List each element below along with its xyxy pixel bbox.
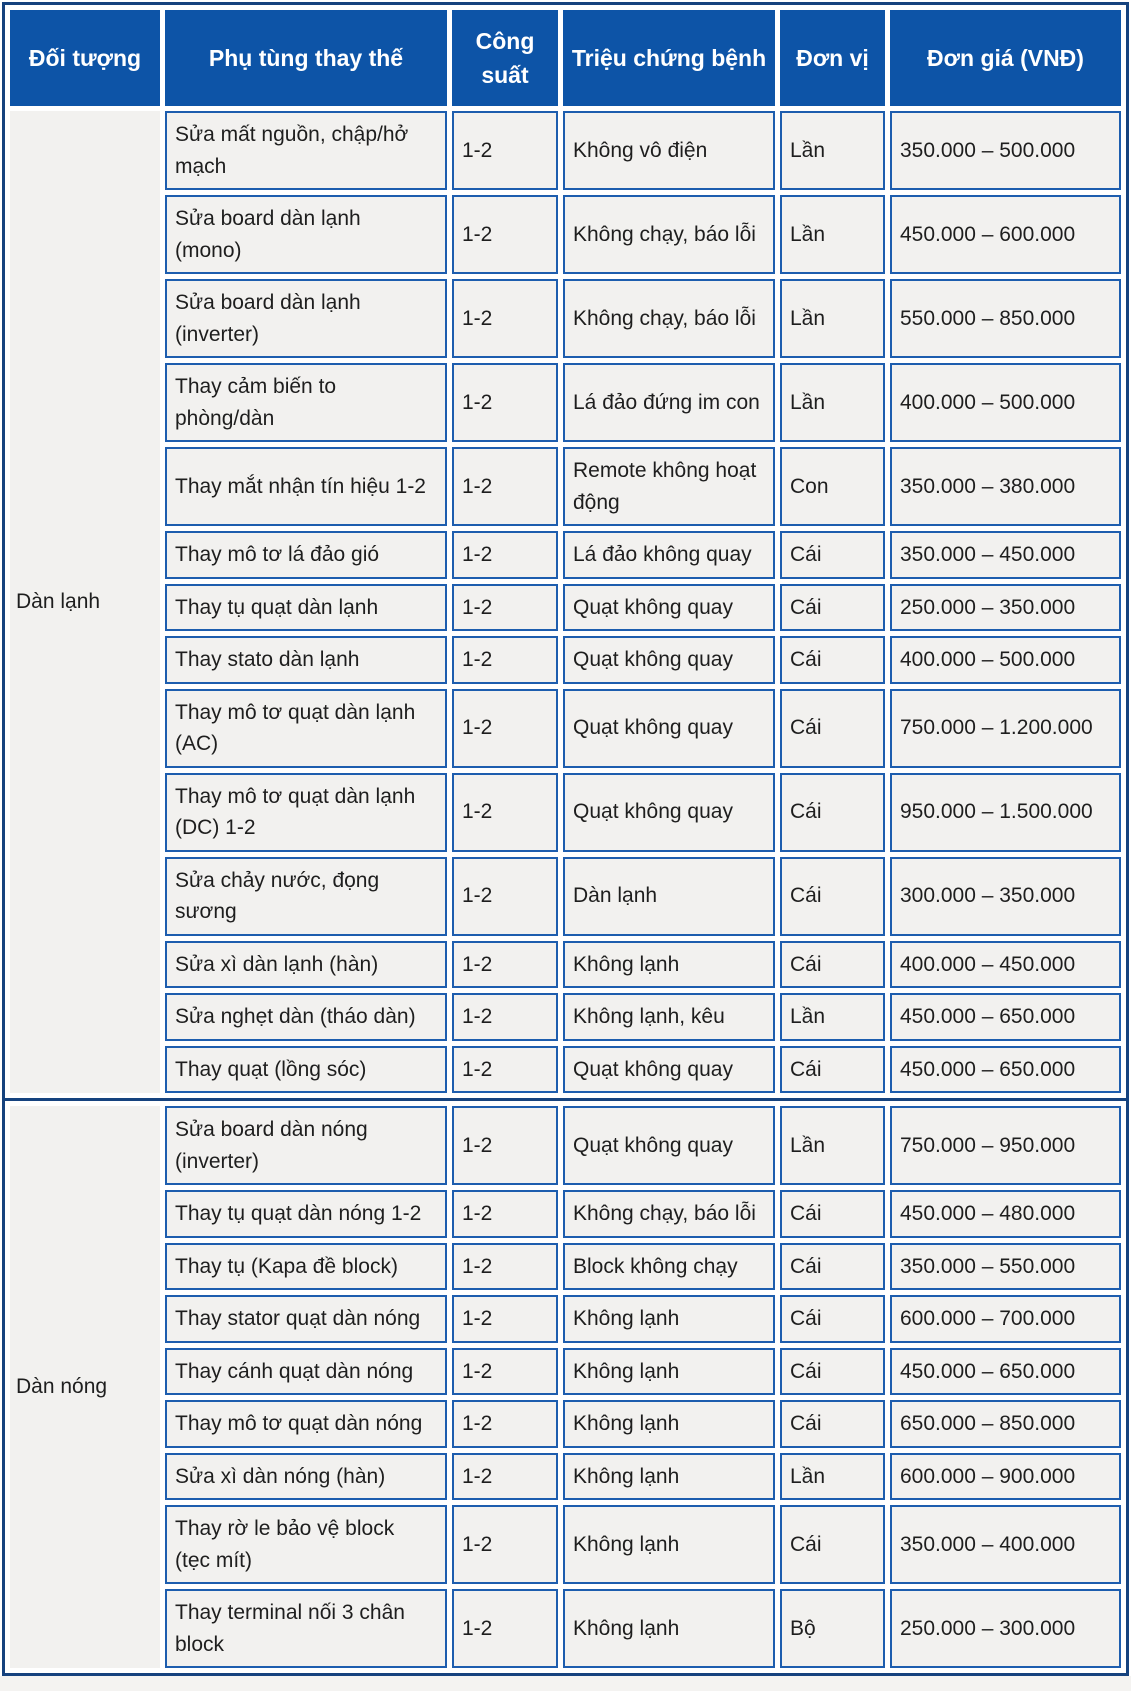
table-row bbox=[10, 363, 1121, 442]
capacity-cell: 1-2 bbox=[452, 363, 558, 442]
unit-cell: Cái bbox=[780, 1190, 885, 1238]
symptom-cell: Không lạnh, kêu bbox=[563, 993, 775, 1041]
price-cell: 250.000 – 350.000 bbox=[890, 584, 1121, 632]
unit-cell: Lần bbox=[780, 1106, 885, 1185]
price-cell: 450.000 – 650.000 bbox=[890, 1348, 1121, 1396]
capacity-cell: 1-2 bbox=[452, 993, 558, 1041]
part-cell: Sửa xì dàn nóng (hàn) bbox=[165, 1453, 447, 1501]
symptom-cell: Quạt không quay bbox=[563, 689, 775, 768]
symptom-cell: Không lạnh bbox=[563, 1348, 775, 1396]
capacity-cell: 1-2 bbox=[452, 1295, 558, 1343]
capacity-cell: 1-2 bbox=[452, 941, 558, 989]
capacity-cell: 1-2 bbox=[452, 1589, 558, 1668]
capacity-cell: 1-2 bbox=[452, 1400, 558, 1448]
price-cell: 350.000 – 400.000 bbox=[890, 1505, 1121, 1584]
unit-cell: Lần bbox=[780, 279, 885, 358]
unit-cell: Lần bbox=[780, 111, 885, 190]
unit-cell: Cái bbox=[780, 773, 885, 852]
price-cell: 350.000 – 550.000 bbox=[890, 1243, 1121, 1291]
symptom-cell: Không lạnh bbox=[563, 941, 775, 989]
capacity-cell: 1-2 bbox=[452, 1505, 558, 1584]
part-cell: Thay tụ quạt dàn lạnh bbox=[165, 584, 447, 632]
price-cell: 450.000 – 650.000 bbox=[890, 1046, 1121, 1094]
capacity-cell: 1-2 bbox=[452, 689, 558, 768]
price-cell: 550.000 – 850.000 bbox=[890, 279, 1121, 358]
table-row bbox=[10, 993, 1121, 1041]
price-cell: 750.000 – 950.000 bbox=[890, 1106, 1121, 1185]
price-cell: 400.000 – 500.000 bbox=[890, 363, 1121, 442]
column-header: Đối tượng bbox=[10, 10, 160, 106]
symptom-cell: Quạt không quay bbox=[563, 1046, 775, 1094]
price-cell: 750.000 – 1.200.000 bbox=[890, 689, 1121, 768]
price-cell: 400.000 – 500.000 bbox=[890, 636, 1121, 684]
part-cell: Thay quạt (lồng sóc) bbox=[165, 1046, 447, 1094]
unit-cell: Cái bbox=[780, 1505, 885, 1584]
table-row bbox=[10, 1400, 1121, 1448]
symptom-cell: Quạt không quay bbox=[563, 584, 775, 632]
unit-cell: Cái bbox=[780, 1348, 885, 1396]
capacity-cell: 1-2 bbox=[452, 1106, 558, 1185]
table-row bbox=[10, 1453, 1121, 1501]
unit-cell: Cái bbox=[780, 531, 885, 579]
symptom-cell: Remote không hoạt động bbox=[563, 447, 775, 526]
part-cell: Sửa board dàn lạnh (inverter) bbox=[165, 279, 447, 358]
table-row bbox=[10, 773, 1121, 852]
price-cell: 350.000 – 380.000 bbox=[890, 447, 1121, 526]
symptom-cell: Không chạy, báo lỗi bbox=[563, 1190, 775, 1238]
table-row bbox=[10, 636, 1121, 684]
capacity-cell: 1-2 bbox=[452, 111, 558, 190]
table-row bbox=[10, 1295, 1121, 1343]
capacity-cell: 1-2 bbox=[452, 1243, 558, 1291]
unit-cell: Cái bbox=[780, 689, 885, 768]
price-cell: 600.000 – 900.000 bbox=[890, 1453, 1121, 1501]
unit-cell: Con bbox=[780, 447, 885, 526]
symptom-cell: Lá đảo không quay bbox=[563, 531, 775, 579]
part-cell: Sửa mất nguồn, chập/hở mạch bbox=[165, 111, 447, 190]
capacity-cell: 1-2 bbox=[452, 1190, 558, 1238]
price-table-group-outdoor bbox=[5, 1101, 1126, 1673]
unit-cell: Lần bbox=[780, 993, 885, 1041]
unit-cell: Lần bbox=[780, 1453, 885, 1501]
part-cell: Sửa chảy nước, đọng sương bbox=[165, 857, 447, 936]
symptom-cell: Không lạnh bbox=[563, 1295, 775, 1343]
capacity-cell: 1-2 bbox=[452, 1348, 558, 1396]
price-cell: 650.000 – 850.000 bbox=[890, 1400, 1121, 1448]
capacity-cell: 1-2 bbox=[452, 857, 558, 936]
capacity-cell: 1-2 bbox=[452, 636, 558, 684]
table-row bbox=[10, 195, 1121, 274]
price-table-group-indoor bbox=[5, 5, 1126, 1098]
unit-cell: Cái bbox=[780, 1400, 885, 1448]
table-row bbox=[10, 1589, 1121, 1668]
capacity-cell: 1-2 bbox=[452, 1046, 558, 1094]
table-row bbox=[10, 689, 1121, 768]
price-cell: 450.000 – 480.000 bbox=[890, 1190, 1121, 1238]
table-row bbox=[10, 279, 1121, 358]
table-row bbox=[10, 941, 1121, 989]
price-cell: 300.000 – 350.000 bbox=[890, 857, 1121, 936]
capacity-cell: 1-2 bbox=[452, 447, 558, 526]
table-row bbox=[10, 1106, 1121, 1185]
price-table bbox=[2, 2, 1129, 1676]
part-cell: Sửa xì dàn lạnh (hàn) bbox=[165, 941, 447, 989]
price-cell: 600.000 – 700.000 bbox=[890, 1295, 1121, 1343]
symptom-cell: Quạt không quay bbox=[563, 636, 775, 684]
part-cell: Thay tụ (Kapa đề block) bbox=[165, 1243, 447, 1291]
price-cell: 250.000 – 300.000 bbox=[890, 1589, 1121, 1668]
unit-cell: Cái bbox=[780, 584, 885, 632]
capacity-cell: 1-2 bbox=[452, 773, 558, 852]
part-cell: Thay mô tơ quạt dàn nóng bbox=[165, 1400, 447, 1448]
group-label-cell: Dàn lạnh bbox=[10, 111, 160, 1093]
part-cell: Sửa nghẹt dàn (tháo dàn) bbox=[165, 993, 447, 1041]
part-cell: Thay cánh quạt dàn nóng bbox=[165, 1348, 447, 1396]
symptom-cell: Không lạnh bbox=[563, 1589, 775, 1668]
table-row bbox=[10, 1505, 1121, 1584]
capacity-cell: 1-2 bbox=[452, 195, 558, 274]
table-row bbox=[10, 111, 1121, 190]
part-cell: Thay mô tơ quạt dàn lạnh (DC) 1-2 bbox=[165, 773, 447, 852]
table-row bbox=[10, 1243, 1121, 1291]
price-cell: 350.000 – 450.000 bbox=[890, 531, 1121, 579]
unit-cell: Cái bbox=[780, 941, 885, 989]
symptom-cell: Không lạnh bbox=[563, 1453, 775, 1501]
capacity-cell: 1-2 bbox=[452, 584, 558, 632]
unit-cell: Lần bbox=[780, 195, 885, 274]
capacity-cell: 1-2 bbox=[452, 279, 558, 358]
symptom-cell: Block không chạy bbox=[563, 1243, 775, 1291]
part-cell: Thay mô tơ quạt dàn lạnh (AC) bbox=[165, 689, 447, 768]
part-cell: Thay stator quạt dàn nóng bbox=[165, 1295, 447, 1343]
price-cell: 950.000 – 1.500.000 bbox=[890, 773, 1121, 852]
column-header: Đơn giá (VNĐ) bbox=[890, 10, 1121, 106]
price-cell: 400.000 – 450.000 bbox=[890, 941, 1121, 989]
table-row bbox=[10, 447, 1121, 526]
column-header: Triệu chứng bệnh bbox=[563, 10, 775, 106]
table-row bbox=[10, 584, 1121, 632]
table-row bbox=[10, 531, 1121, 579]
part-cell: Sửa board dàn nóng (inverter) bbox=[165, 1106, 447, 1185]
price-cell: 450.000 – 600.000 bbox=[890, 195, 1121, 274]
price-cell: 350.000 – 500.000 bbox=[890, 111, 1121, 190]
part-cell: Thay terminal nối 3 chân block bbox=[165, 1589, 447, 1668]
unit-cell: Cái bbox=[780, 636, 885, 684]
unit-cell: Lần bbox=[780, 363, 885, 442]
header-row bbox=[10, 10, 1121, 106]
bottom-margin bbox=[0, 1676, 1131, 1691]
capacity-cell: 1-2 bbox=[452, 1453, 558, 1501]
unit-cell: Cái bbox=[780, 1046, 885, 1094]
symptom-cell: Quạt không quay bbox=[563, 1106, 775, 1185]
symptom-cell: Không chạy, báo lỗi bbox=[563, 195, 775, 274]
symptom-cell: Không lạnh bbox=[563, 1505, 775, 1584]
symptom-cell: Không lạnh bbox=[563, 1400, 775, 1448]
part-cell: Thay cảm biến to phòng/dàn bbox=[165, 363, 447, 442]
capacity-cell: 1-2 bbox=[452, 531, 558, 579]
symptom-cell: Lá đảo đứng im con bbox=[563, 363, 775, 442]
column-header: Đơn vị bbox=[780, 10, 885, 106]
part-cell: Thay mô tơ lá đảo gió bbox=[165, 531, 447, 579]
table-row bbox=[10, 1348, 1121, 1396]
unit-cell: Bộ bbox=[780, 1589, 885, 1668]
unit-cell: Cái bbox=[780, 1243, 885, 1291]
column-header: Phụ tùng thay thế bbox=[165, 10, 447, 106]
part-cell: Thay tụ quạt dàn nóng 1-2 bbox=[165, 1190, 447, 1238]
symptom-cell: Quạt không quay bbox=[563, 773, 775, 852]
unit-cell: Cái bbox=[780, 857, 885, 936]
column-header: Công suất bbox=[452, 10, 558, 106]
table-row bbox=[10, 857, 1121, 936]
group-label-cell: Dàn nóng bbox=[10, 1106, 160, 1668]
table-row bbox=[10, 1190, 1121, 1238]
symptom-cell: Không chạy, báo lỗi bbox=[563, 279, 775, 358]
price-cell: 450.000 – 650.000 bbox=[890, 993, 1121, 1041]
symptom-cell: Không vô điện bbox=[563, 111, 775, 190]
part-cell: Thay rờ le bảo vệ block (tẹc mít) bbox=[165, 1505, 447, 1584]
symptom-cell: Dàn lạnh bbox=[563, 857, 775, 936]
part-cell: Sửa board dàn lạnh (mono) bbox=[165, 195, 447, 274]
unit-cell: Cái bbox=[780, 1295, 885, 1343]
part-cell: Thay stato dàn lạnh bbox=[165, 636, 447, 684]
table-row bbox=[10, 1046, 1121, 1094]
part-cell: Thay mắt nhận tín hiệu 1-2 bbox=[165, 447, 447, 526]
